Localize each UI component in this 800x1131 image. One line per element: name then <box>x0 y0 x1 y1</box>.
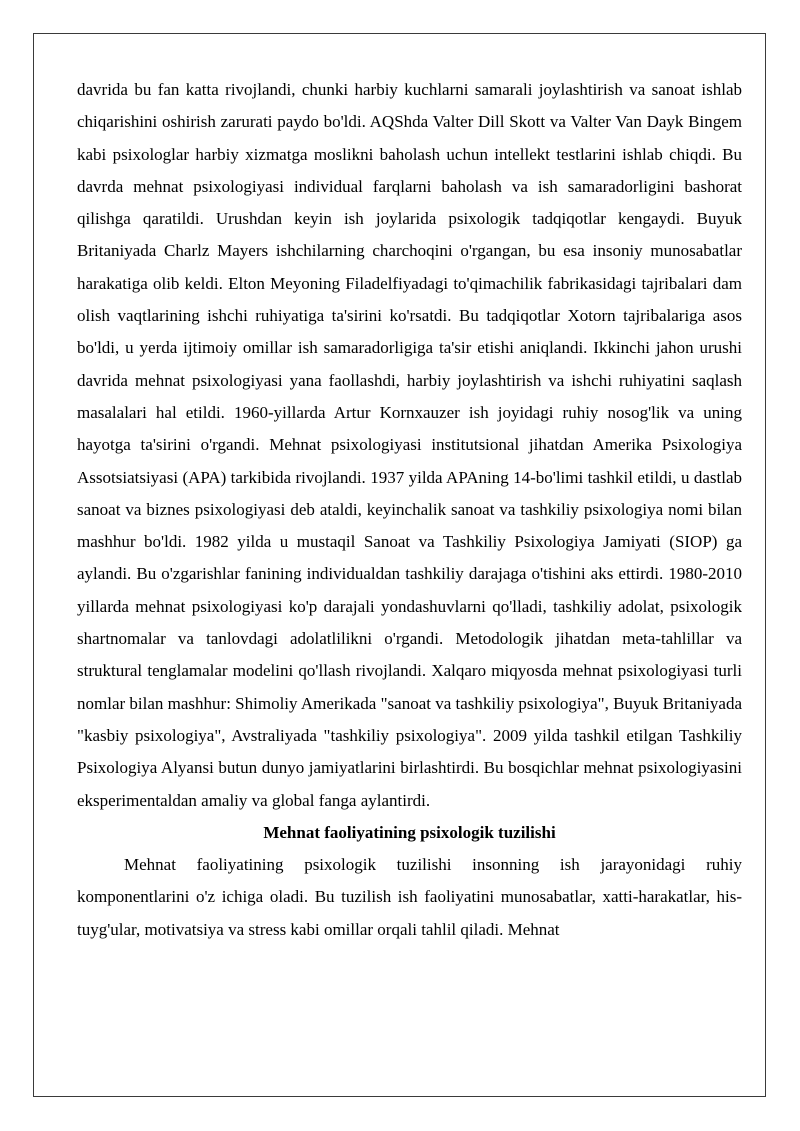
document-body <box>77 74 742 946</box>
body-paragraph: Mehnat faoliyatining psixologik tuzilishi insonning ish jarayonidagi ruhiy komponentlarini o'z ichiga oladi. Bu tuzilish ish faoliyatini munosabatlar, xatti-harakatlar, his-tuyg'ular, motivatsiya va stress kabi omillar orqali tahlil qiladi. Mehnat <box>77 855 742 939</box>
body-paragraph: davrida bu fan katta rivojlandi, chunki harbiy kuchlarni samarali joylashtirish va sanoat ishlab chiqarishini oshirish zarurati paydo bo'ldi. AQShda Valter Dill Skott va Valter Van Dayk Bingem kabi psixologlar harbiy xizmatga moslikni baholash uchun intellekt testlarini ishlab chiqdi. Bu davrda mehnat psixologiyasi individual farqlarni baholash va ish samaradorligini bashorat qilishga qaratildi. Urushdan keyin ish joylarida psixologik tadqiqotlar kengaydi. Buyuk Britaniyada Charlz Mayers ishchilarning charchoqini o'rgangan, bu esa insoniy munosabatlar harakatiga olib keldi. Elton Meyoning Filadelfiyadagi to'qimachilik fabrikasidagi tajribalari dam olish vaqtlarining ishchi ruhiyatiga ta'sirini ko'rsatdi. Bu tadqiqotlar Xotorn tajribalariga asos bo'ldi, u yerda ijtimoiy omillar ish samaradorligiga ta'sir etishi aniqlandi. Ikkinchi jahon urushi davrida mehnat psixologiyasi yana faollashdi, harbiy joylashtirish va ishchi ruhiyatini saqlash masalalari hal etildi. 1960-yillarda Artur Kornxauzer ish joyidagi ruhiy nosog'lik va uning hayotga ta'sirini o'rgandi. Mehnat psixologiyasi institutsional jihatdan Amerika Psixologiya Assotsiatsiyasi (APA) tarkibida rivojlandi. 1937 yilda APAning 14-bo'limi tashkil etildi, u dastlab sanoat va biznes psixologiyasi deb ataldi, keyinchalik sanoat va tashkiliy psixologiya nomi bilan mashhur bo'ldi. 1982 yilda u mustaqil Sanoat va Tashkiliy Psixologiya Jamiyati (SIOP) ga aylandi. Bu o'zgarishlar fanining individualdan tashkiliy darajaga o'tishini aks ettirdi. 1980-2010 yillarda mehnat psixologiyasi ko'p darajali yondashuvlarni qo'lladi, tashkiliy adolat, psixologik shartnomalar va tanlovdagi adolatlilikni o'rgandi. Metodologik jihatdan meta-tahlillar va struktural tenglamalar modelini qo'llash rivojlandi. Xalqaro miqyosda mehnat psixologiyasi turli nomlar bilan mashhur: Shimoliy Amerikada "sanoat va tashkiliy psixologiya", Buyuk Britaniyada "kasbiy psixologiya", Avstraliyada "tashkiliy psixologiya". 2009 yilda tashkil etilgan Tashkiliy Psixologiya Alyansi butun dunyo jamiyatlarini birlashtirdi. Bu bosqichlar mehnat psixologiyasini eksperimentaldan amaliy va global fanga aylantirdi. <box>77 80 742 810</box>
section-heading: Mehnat faoliyatining psixologik tuzilishi <box>263 822 556 842</box>
